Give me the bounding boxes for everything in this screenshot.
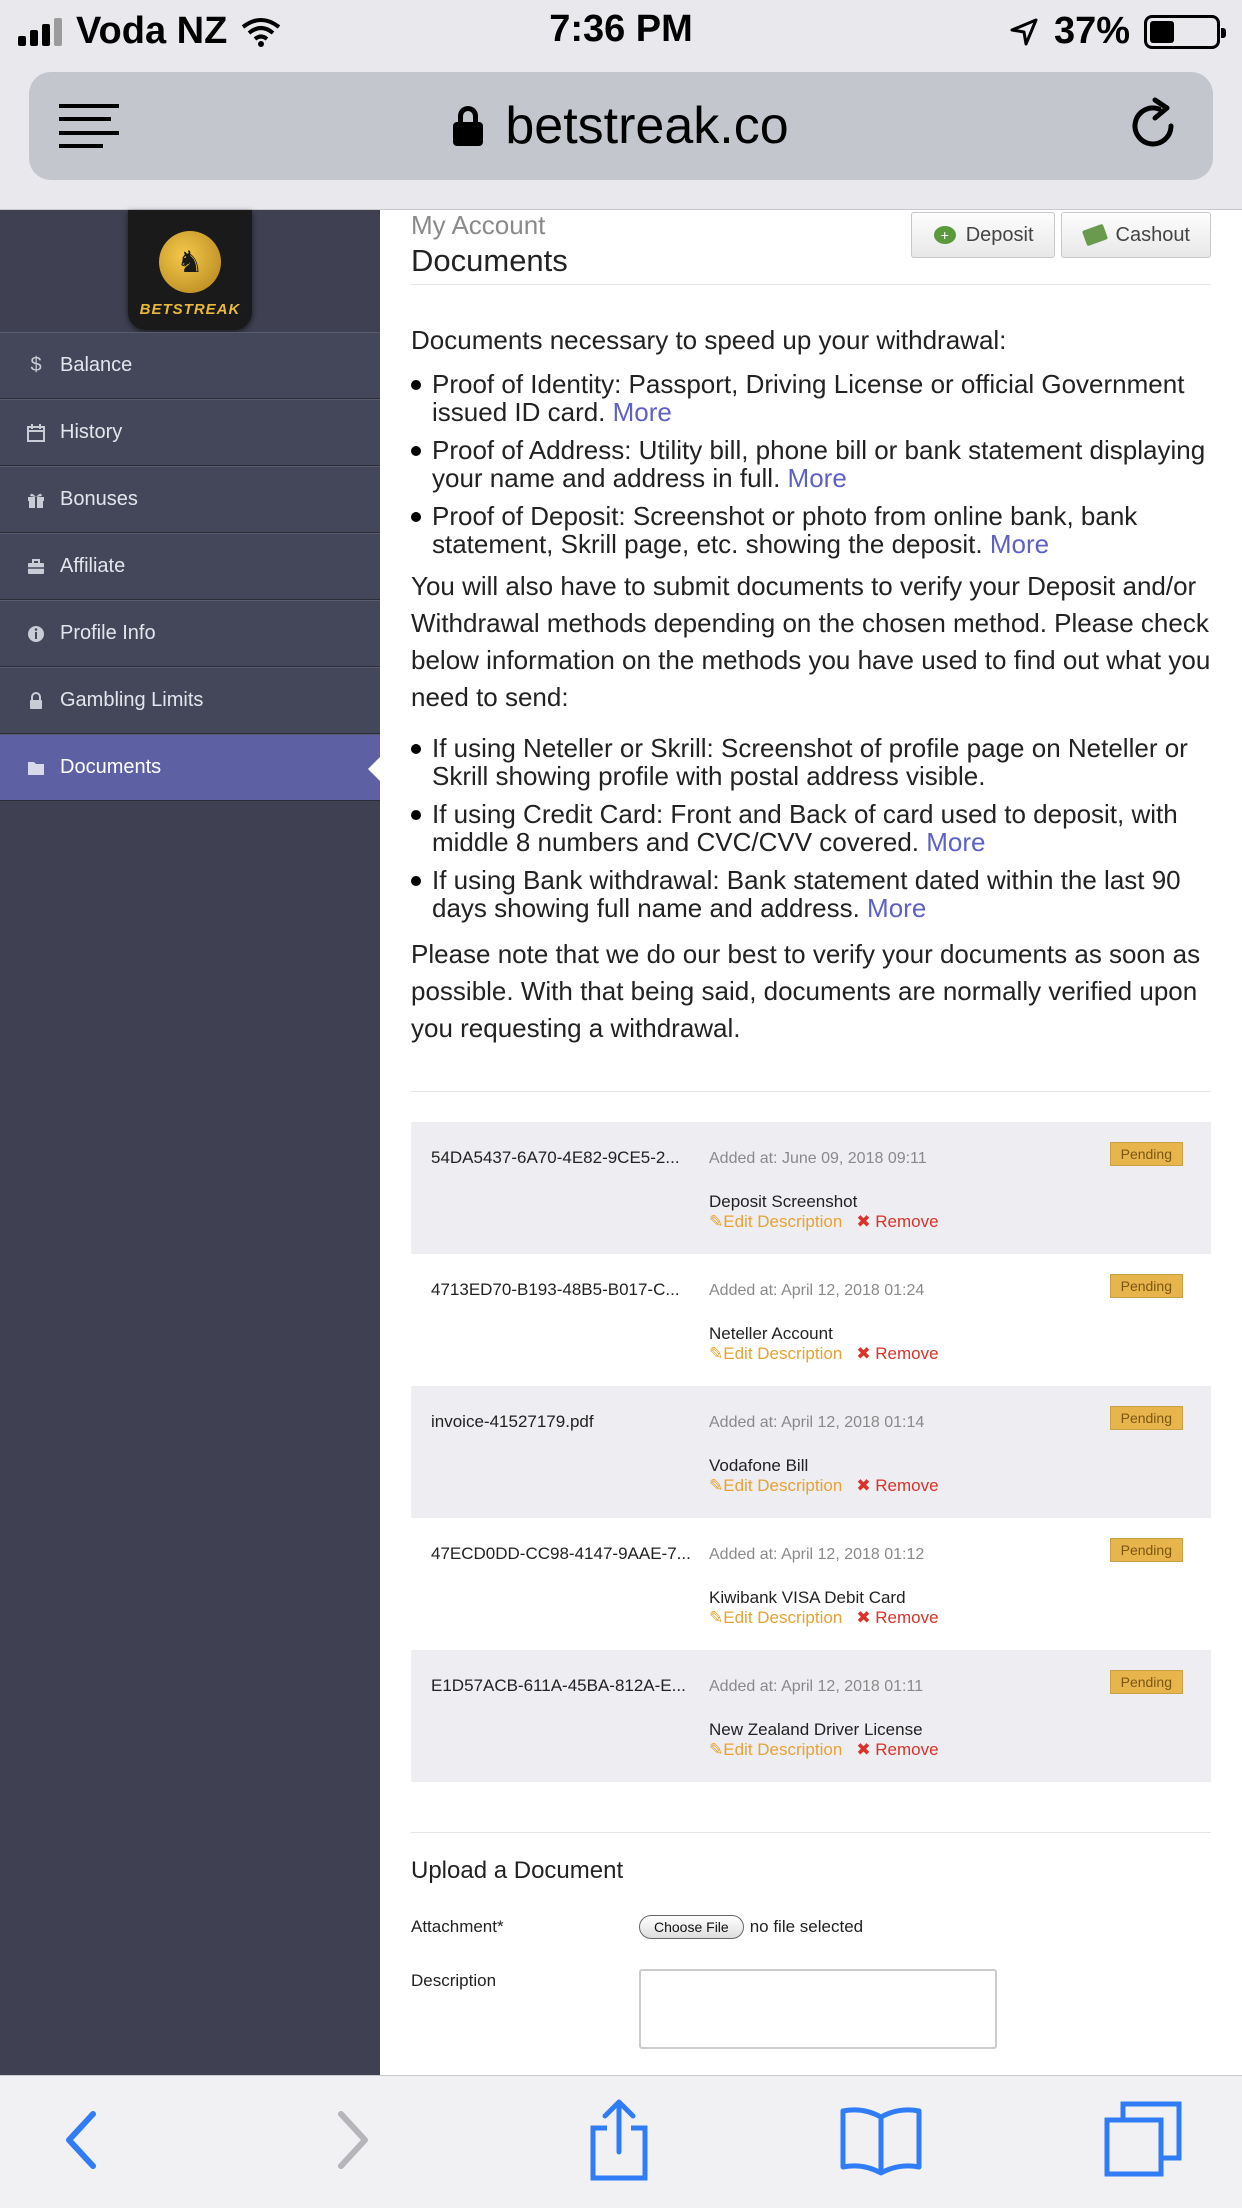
- location-arrow-icon: [1008, 16, 1040, 48]
- document-filename: 47ECD0DD-CC98-4147-9AAE-7...: [431, 1544, 691, 1563]
- more-link[interactable]: More: [787, 463, 847, 493]
- document-added-date: Added at: April 12, 2018 01:14: [709, 1414, 925, 1431]
- table-row: [411, 1254, 1211, 1386]
- edit-icon: ✎: [709, 1344, 724, 1363]
- cash-icon: [1081, 224, 1107, 247]
- status-badge: Pending: [1110, 1670, 1183, 1694]
- methods-paragraph: You will also have to submit documents to verify your Deposit and/or Withdrawal methods depending on the chosen method. Please check below information on the methods you have used to find out what you need to send:: [411, 571, 1211, 712]
- sidebar-item-documents[interactable]: [0, 734, 380, 801]
- more-link[interactable]: More: [989, 529, 1050, 559]
- secure-lock-icon: [453, 106, 483, 146]
- verification-note: Please note that we do our best to verify your documents as soon as possible. With that being said, documents are normally verified upon you requesting a withdrawal.: [411, 939, 1201, 1043]
- upload-title: Upload a Document: [411, 1857, 624, 1884]
- sidebar-item-label: Affiliate: [60, 555, 126, 577]
- share-button[interactable]: [574, 2100, 664, 2180]
- list-item: If using Credit Card: Front and Back of card used to deposit, with middle 8 numbers and CVC/CVV covered. More: [432, 800, 1211, 856]
- list-item: Proof of Identity: Passport, Driving License or official Government issued ID card. More: [432, 370, 1211, 426]
- document-added-date: Added at: April 12, 2018 01:11: [709, 1678, 924, 1695]
- breadcrumb[interactable]: My Account: [411, 210, 546, 240]
- document-added-date: Added at: June 09, 2018 09:11: [709, 1150, 927, 1167]
- back-button[interactable]: [36, 2100, 126, 2180]
- info-icon: [26, 625, 46, 643]
- cashout-label: Cashout: [1115, 223, 1190, 246]
- edit-icon: ✎: [709, 1608, 724, 1627]
- document-description: Neteller Account: [709, 1324, 833, 1343]
- sidebar-item-balance[interactable]: [0, 332, 380, 399]
- required-documents-list: [411, 370, 1211, 558]
- divider: [411, 284, 1211, 285]
- remove-icon: ✖: [856, 1212, 876, 1231]
- url-bar[interactable]: [29, 72, 1213, 180]
- edit-description-link[interactable]: ✎Edit Description: [709, 1608, 843, 1627]
- status-badge: Pending: [1110, 1274, 1183, 1298]
- share-icon: [587, 2098, 651, 2182]
- status-time: 7:36 PM: [549, 8, 693, 50]
- sidebar-item-gambling-limits[interactable]: [0, 667, 380, 734]
- battery-fill: [1150, 21, 1174, 43]
- document-description: New Zealand Driver License: [709, 1720, 923, 1739]
- folder-icon: [26, 760, 46, 776]
- remove-icon: ✖: [856, 1344, 876, 1363]
- remove-link[interactable]: ✖ Remove: [856, 1476, 939, 1495]
- dollar-icon: $: [30, 354, 42, 376]
- sidebar-item-label: Balance: [60, 354, 133, 376]
- logo-text: BETSTREAK: [139, 301, 241, 318]
- edit-icon: ✎: [709, 1212, 724, 1231]
- list-item: If using Neteller or Skrill: Screenshot of profile page on Neteller or Skrill showing profile with postal address visible.: [432, 734, 1211, 790]
- document-description: Kiwibank VISA Debit Card: [709, 1588, 906, 1607]
- edit-icon: ✎: [709, 1740, 724, 1759]
- description-input[interactable]: [639, 1969, 997, 2049]
- status-badge: Pending: [1110, 1538, 1183, 1562]
- url-text[interactable]: betstreak.co: [505, 97, 789, 155]
- plus-circle-icon: +: [934, 226, 956, 244]
- sidebar: [0, 210, 380, 2075]
- edit-description-link[interactable]: ✎Edit Description: [709, 1212, 843, 1231]
- more-link[interactable]: More: [867, 893, 927, 923]
- sidebar-item-affiliate[interactable]: [0, 533, 380, 600]
- battery-percent: 37%: [1053, 10, 1130, 52]
- list-item: Proof of Address: Utility bill, phone bill or bank statement displaying your name and address in full. More: [432, 436, 1211, 492]
- document-filename: 54DA5437-6A70-4E82-9CE5-2...: [431, 1148, 680, 1167]
- browser-bottom-toolbar: [0, 2075, 1242, 2208]
- document-description: Vodafone Bill: [709, 1456, 809, 1475]
- edit-description-link[interactable]: ✎Edit Description: [709, 1344, 843, 1363]
- document-description: Deposit Screenshot: [709, 1192, 858, 1211]
- sidebar-item-profile-info[interactable]: [0, 600, 380, 667]
- remove-icon: ✖: [856, 1740, 876, 1759]
- lock-icon: [26, 692, 46, 710]
- reload-icon[interactable]: [1123, 96, 1183, 156]
- deposit-label: Deposit: [965, 223, 1034, 246]
- calendar-icon: [26, 424, 46, 442]
- table-row: [411, 1650, 1211, 1782]
- betstreak-logo[interactable]: [128, 210, 252, 330]
- edit-description-link[interactable]: ✎Edit Description: [709, 1476, 843, 1495]
- sidebar-item-label: Gambling Limits: [60, 689, 204, 711]
- cashout-button[interactable]: [1061, 212, 1212, 258]
- main-content: [411, 210, 1211, 2075]
- page-title: Documents: [411, 243, 568, 278]
- attachment-label: Attachment*: [411, 1917, 504, 1936]
- sidebar-item-label: History: [60, 421, 123, 443]
- sidebar-item-label: Bonuses: [60, 488, 138, 510]
- battery-icon: [1144, 15, 1220, 49]
- remove-link[interactable]: ✖ Remove: [856, 1212, 939, 1231]
- remove-icon: ✖: [856, 1608, 876, 1627]
- sidebar-item-label: Documents: [60, 756, 162, 778]
- document-filename: invoice-41527179.pdf: [431, 1412, 594, 1431]
- document-filename: E1D57ACB-611A-45BA-812A-E...: [431, 1676, 686, 1695]
- forward-button[interactable]: [308, 2100, 398, 2180]
- document-added-date: Added at: April 12, 2018 01:12: [709, 1546, 925, 1563]
- carrier-name: Voda NZ: [76, 10, 228, 52]
- list-item: Proof of Deposit: Screenshot or photo from online bank, bank statement, Skrill page, etc. showing the deposit. More: [432, 502, 1211, 558]
- edit-description-link[interactable]: ✎Edit Description: [709, 1740, 843, 1759]
- book-icon: [839, 2105, 923, 2175]
- table-row: [411, 1386, 1211, 1518]
- table-row: [411, 1122, 1211, 1254]
- tabs-button[interactable]: [1098, 2100, 1188, 2180]
- status-badge: Pending: [1110, 1142, 1183, 1166]
- bookmarks-button[interactable]: [836, 2100, 926, 2180]
- documents-intro-heading: Documents necessary to speed up your withdrawal:: [411, 325, 1007, 355]
- choose-file-button[interactable]: Choose File: [639, 1915, 744, 1939]
- remove-link[interactable]: ✖ Remove: [856, 1740, 939, 1759]
- more-link[interactable]: More: [926, 827, 986, 857]
- briefcase-icon: [26, 558, 46, 576]
- method-documents-list: [411, 734, 1211, 922]
- remove-icon: ✖: [856, 1476, 876, 1495]
- document-filename: 4713ED70-B193-48B5-B017-C...: [431, 1280, 680, 1299]
- table-row: [411, 1518, 1211, 1650]
- remove-link[interactable]: ✖ Remove: [856, 1344, 939, 1363]
- horseshoe-emblem-icon: ♞: [159, 231, 221, 293]
- sidebar-item-bonuses[interactable]: [0, 466, 380, 533]
- chevron-left-icon: [61, 2110, 101, 2170]
- remove-link[interactable]: ✖ Remove: [856, 1608, 939, 1627]
- tabs-icon: [1103, 2100, 1183, 2180]
- list-item: If using Bank withdrawal: Bank statement dated within the last 90 days showing full name and address. More: [432, 866, 1211, 922]
- documents-table: [411, 1091, 1211, 1782]
- description-label: Description: [411, 1971, 497, 1990]
- sidebar-item-label: Profile Info: [60, 622, 156, 644]
- status-badge: Pending: [1110, 1406, 1183, 1430]
- chevron-right-icon: [333, 2110, 373, 2170]
- status-bar: [0, 0, 1242, 62]
- gift-icon: [26, 491, 46, 509]
- page-header: [411, 210, 1211, 284]
- file-status: no file selected: [749, 1917, 864, 1936]
- edit-icon: ✎: [709, 1476, 724, 1495]
- sidebar-item-history[interactable]: [0, 399, 380, 466]
- deposit-button[interactable]: [911, 212, 1055, 258]
- browser-top-bar: [0, 0, 1242, 210]
- more-link[interactable]: More: [612, 397, 672, 427]
- document-added-date: Added at: April 12, 2018 01:24: [709, 1282, 925, 1299]
